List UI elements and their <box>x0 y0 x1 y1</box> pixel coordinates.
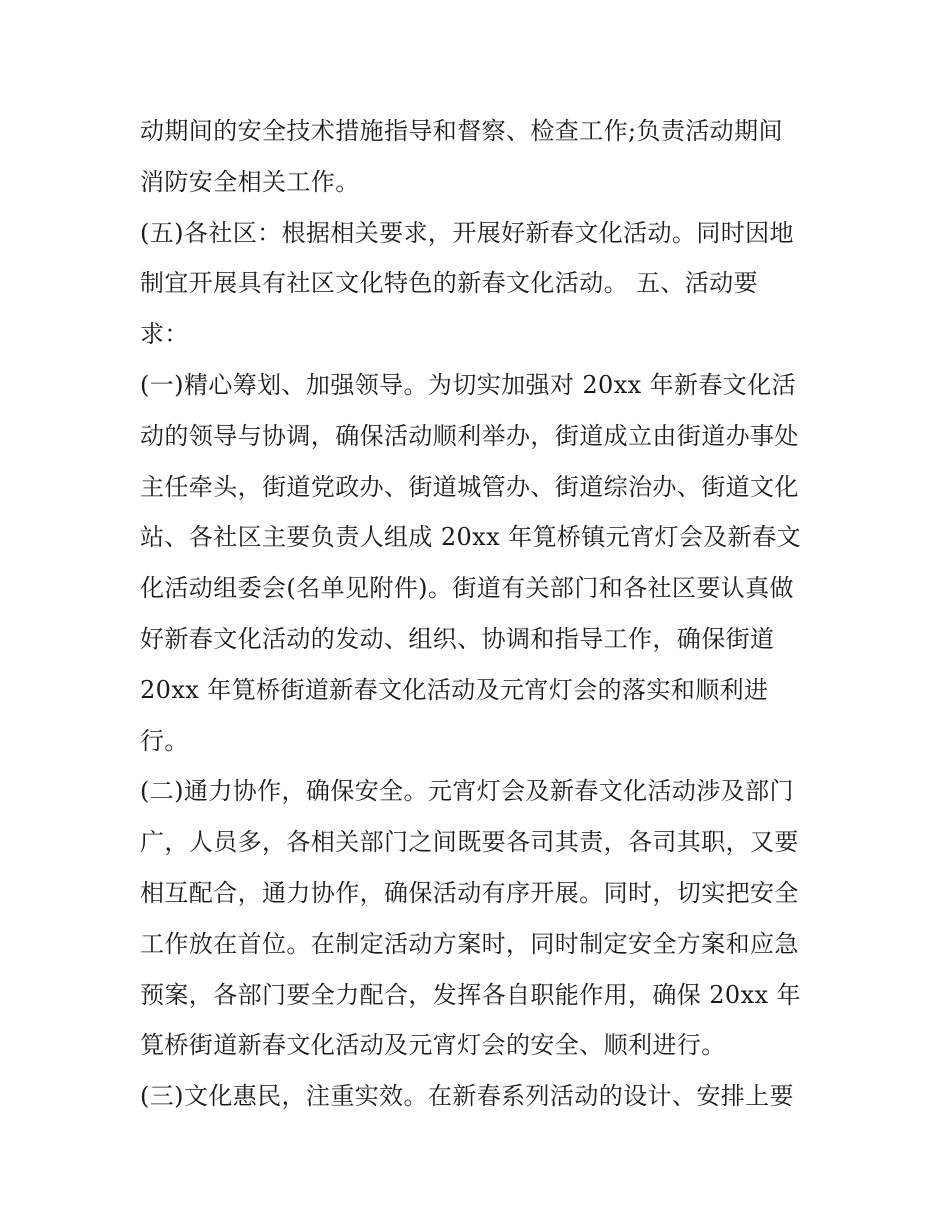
document-body <box>140 106 820 1122</box>
text-line: 主任牵头，街道党政办、街道城管办、街道综治办、街道文化 <box>140 472 799 501</box>
text-line: 工作放在首位。在制定活动方案时，同时制定安全方案和应急 <box>140 929 799 958</box>
text-line: 站、各社区主要负责人组成 20xx 年筧桥镇元宵灯会及新春文 <box>140 523 801 552</box>
text-line: 筧桥街道新春文化活动及元宵灯会的安全、顺利进行。 <box>140 1031 726 1060</box>
text-line: 好新春文化活动的发动、组织、协调和指导工作，确保街道 <box>140 624 775 653</box>
text-line: 广，人员多，各相关部门之间既要各司其责，各司其职，又要 <box>140 828 799 857</box>
text-line: 消防安全相关工作。 <box>140 167 360 196</box>
text-line: (五)各社区：根据相关要求，开展好新春文化活动。同时因地 <box>140 218 794 247</box>
text-line: 20xx 年筧桥街道新春文化活动及元宵灯会的落实和顺利进 <box>140 675 769 704</box>
text-line: 动的领导与协调，确保活动顺利举办，街道成立由街道办事处 <box>140 421 799 450</box>
text-line: 动期间的安全技术措施指导和督察、检查工作;负责活动期间 <box>140 117 783 145</box>
text-line: 化活动组委会(名单见附件)。街道有关部门和各社区要认真做 <box>140 574 794 603</box>
text-line: (二)通力协作，确保安全。元宵灯会及新春文化活动涉及部门 <box>140 777 794 806</box>
text-line: (三)文化惠民，注重实效。在新春系列活动的设计、安排上要 <box>140 1082 794 1111</box>
text-line: 制宜开展具有社区文化特色的新春文化活动。 五、活动要 <box>140 269 759 298</box>
text-line: 求： <box>140 320 189 349</box>
text-line: 行。 <box>140 726 189 755</box>
text-line: (一)精心筹划、加强领导。为切实加强对 20xx 年新春文化活 <box>140 370 796 399</box>
text-line: 预案，各部门要全力配合，发挥各自职能作用，确保 20xx 年 <box>140 980 801 1009</box>
text-line: 相互配合，通力协作，确保活动有序开展。同时，切实把安全 <box>140 878 799 907</box>
